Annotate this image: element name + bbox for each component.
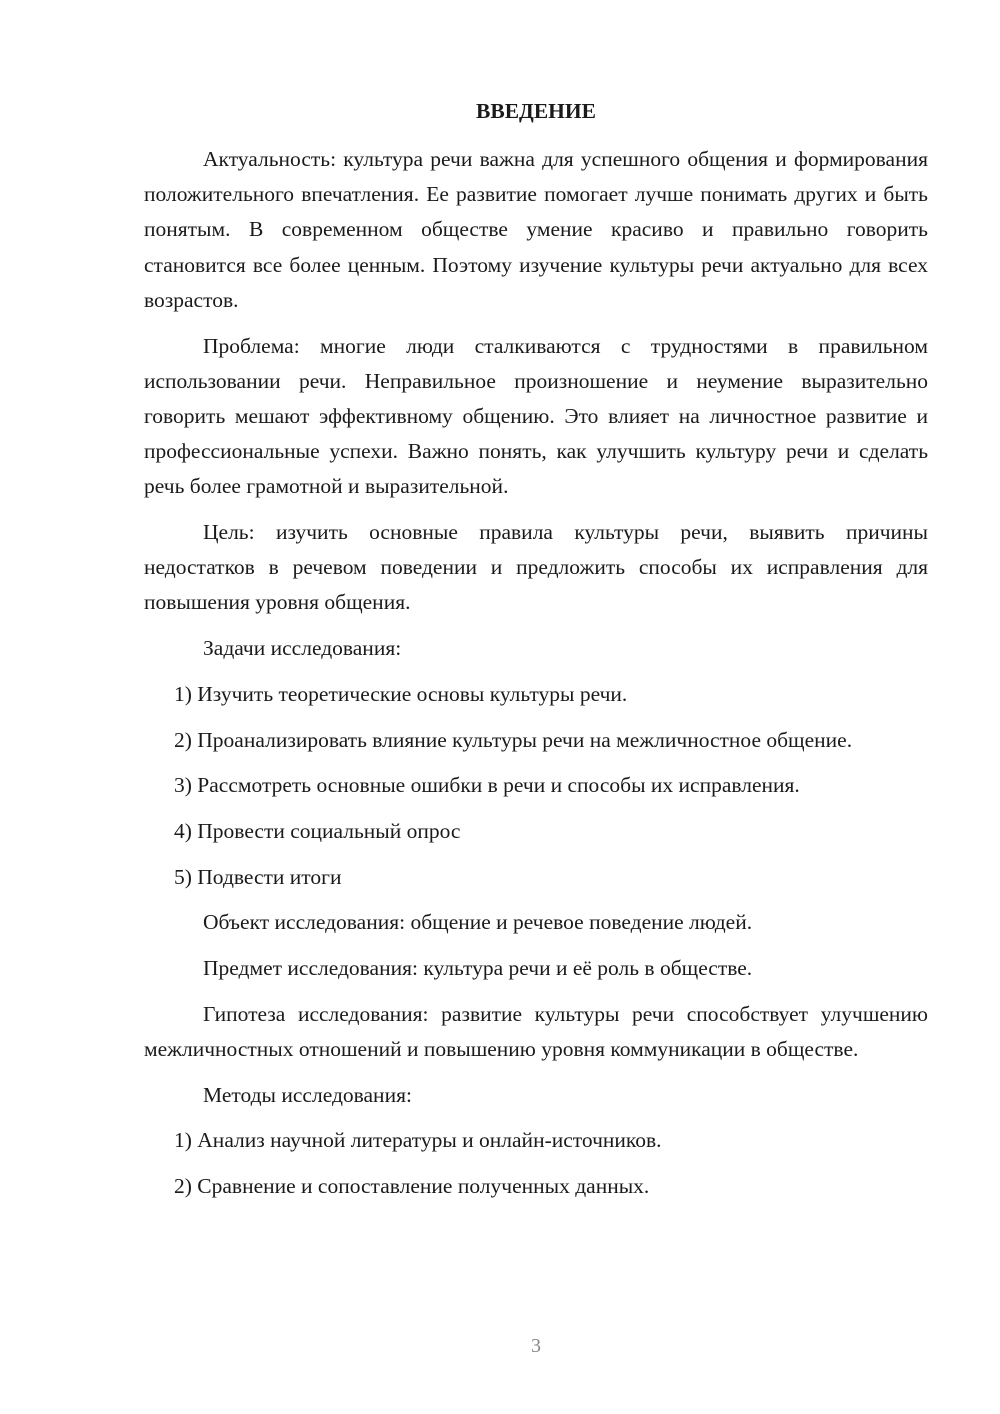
task-item-4: 4) Провести социальный опрос [174,818,461,843]
page-title: ВВЕДЕНИЕ [476,99,596,123]
task-item-5: 5) Подвести итоги [174,864,342,889]
paragraph-relevance: Актуальность: культура речи важна для успешного общения и формирования положительного впечатления. Ее развитие помогает лучше понимать других и быть понятым. В современном обществе умение красиво и правильно говорить становится все более ценным. Поэтому изучение культуры речи актуально для всех возрастов. [144,147,928,312]
task-item-2: 2) Проанализировать влияние культуры речи на межличностное общение. [174,727,853,752]
paragraph-object: Объект исследования: общение и речевое поведение людей. [203,910,753,935]
methods-heading: Методы исследования: [203,1082,412,1107]
page-number: 3 [531,1335,541,1357]
task-item-1: 1) Изучить теоретические основы культуры речи. [174,681,628,706]
method-item-1: 1) Анализ научной литературы и онлайн-источников. [174,1128,662,1153]
paragraph-hypothesis: Гипотеза исследования: развитие культуры речи способствует улучшению межличностных отношений и повышению уровня коммуникации в обществе. [144,1001,928,1061]
tasks-heading: Задачи исследования: [203,636,402,661]
task-item-3: 3) Рассмотреть основные ошибки в речи и способы их исправления. [174,773,800,798]
method-item-2: 2) Сравнение и сопоставление полученных данных. [174,1174,650,1199]
page-content [144,96,928,1215]
paragraph-problem: Проблема: многие люди сталкиваются с трудностями в правильном использовании речи. Неправильное произношение и неумение выразительно говорить мешают эффективному общению. Это влияет на личностное развитие и профессиональные успехи. Важно понять, как улучшить культуру речи и сделать речь более грамотной и выразительной. [144,333,928,499]
paragraph-goal: Цель: изучить основные правила культуры речи, выявить причины недостатков в речевом поведении и предложить способы их исправления для повышения уровня общения. [144,520,928,615]
paragraph-subject: Предмет исследования: культура речи и её роль в обществе. [203,956,753,981]
